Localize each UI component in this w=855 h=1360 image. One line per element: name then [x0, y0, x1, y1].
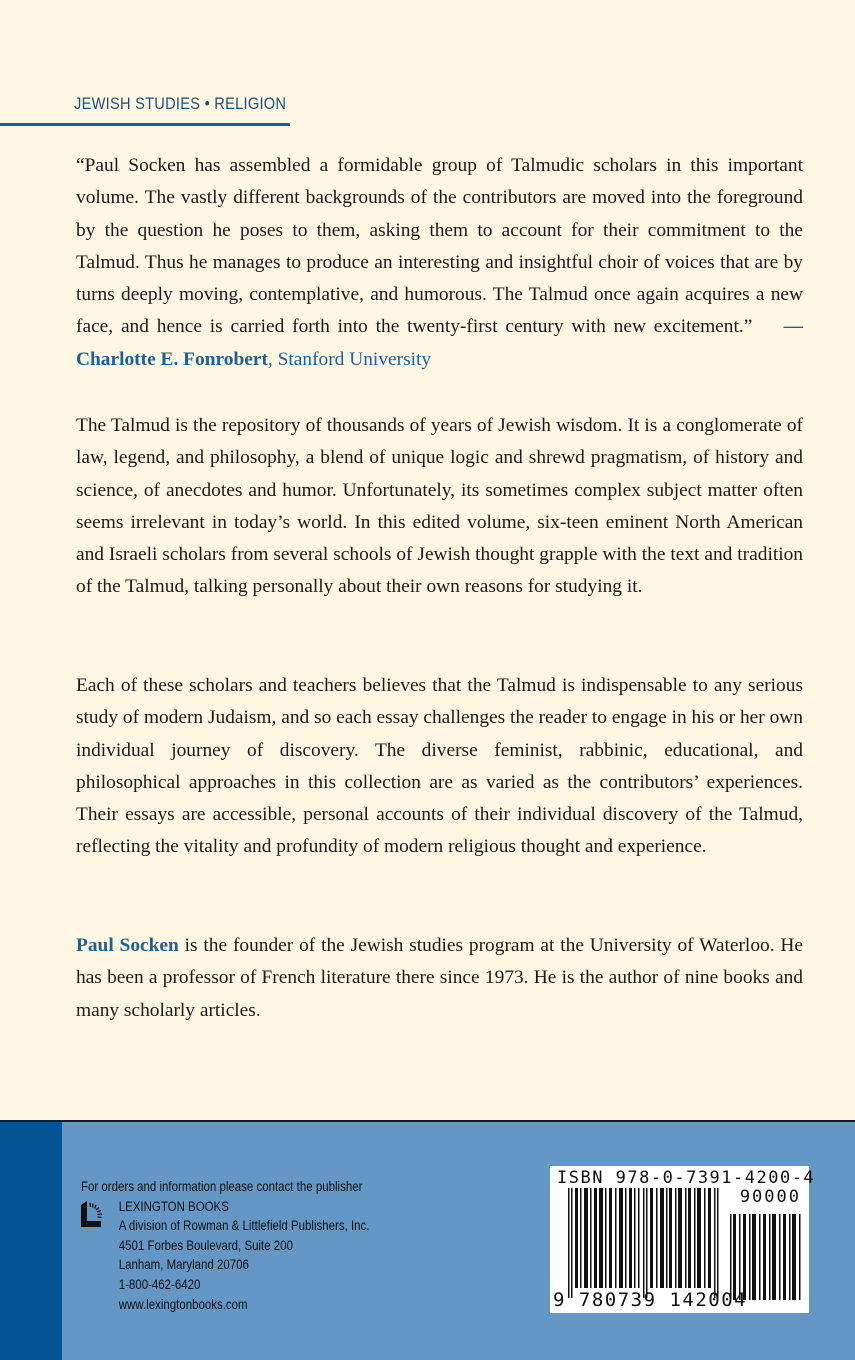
publisher-website[interactable]: www.lexingtonbooks.com [118, 1295, 248, 1312]
addon-barcode-bars [730, 1214, 802, 1300]
attribution-dash: — [783, 316, 803, 338]
endorsement-quote [76, 150, 803, 376]
editor-name: Paul Socken [76, 935, 179, 956]
footer-spine-band [0, 1122, 62, 1360]
publisher-address-line-2: Lanham, Maryland 20706 [118, 1256, 249, 1273]
publisher-name: LEXINGTON BOOKS [118, 1197, 229, 1214]
publisher-phone: 1-800-462-6420 [118, 1275, 201, 1292]
editor-bio [76, 930, 803, 1027]
quote-text: “Paul Socken has assembled a formidable group of Talmudic scholars in this important volume. The vastly different backgrounds of the contributors are moved into the foreground by the question he poses to them, asking them to account for their commitment to the Talmud. Thus he manages to produce an interesting and insightful choir of voices that are by turns deeply moving, contemplative, and humorous. The Talmud once again acquires a new face, and hence is carried forth into the twenty-first century with new excitement.” [76, 155, 803, 338]
description-paragraph-2: Each of these scholars and teachers believes that the Talmud is indispensable to any serious study of modern Judaism, and so each essay challenges the reader to engage in his or her own individual journey of discovery. The diverse feminist, rabbinic, educational, and philosophical approaches in this collection are as varied as the contributors’ experiences. Their essays are accessible, personal accounts of their individual discovery of the Talmud, reflecting the vitality and profundity of modern religious thought and experience. [76, 675, 803, 858]
category-label: JEWISH STUDIES • RELIGION [74, 94, 287, 113]
attribution-author: Charlotte E. Fonrobert [76, 348, 268, 370]
publisher-division: A division of Rowman & Littlefield Publishers, Inc. [118, 1217, 370, 1234]
ean-number: 9 780739 142004 [553, 1289, 748, 1311]
publisher-address-line-1: 4501 Forbes Boulevard, Suite 200 [118, 1236, 293, 1253]
isbn-label: ISBN 978-0-7391-4200-4 [557, 1168, 816, 1188]
editor-bio-text: is the founder of the Jewish studies program at the University of Waterloo. He has been a professor of French literature there since 1973. He is the author of nine books and many scholarly articles. [76, 935, 803, 1021]
description-paragraph-1: The Talmud is the repository of thousands of years of Jewish wisdom. It is a conglomerate of law, legend, and philosophy, a blend of unique logic and shrewd pragmatism, of history and science, of anecdotes and humor. Unfortunately, its sometimes complex subject matter often seems irrelevant in today’s world. In this edited volume, six-teen eminent North American and Israeli scholars from several schools of Jewish thought grapple with the text and tradition of the Talmud, talking personally about their own reasons for studying it. [76, 415, 803, 598]
category-rule [0, 123, 290, 126]
price-code: 90000 [739, 1187, 801, 1207]
ean-barcode-bars [568, 1188, 728, 1298]
isbn-barcode [550, 1166, 816, 1313]
publisher-info [81, 1177, 369, 1314]
publisher-intro: For orders and information please contact the publisher [81, 1178, 363, 1194]
attribution-affiliation: , Stanford University [267, 348, 432, 370]
